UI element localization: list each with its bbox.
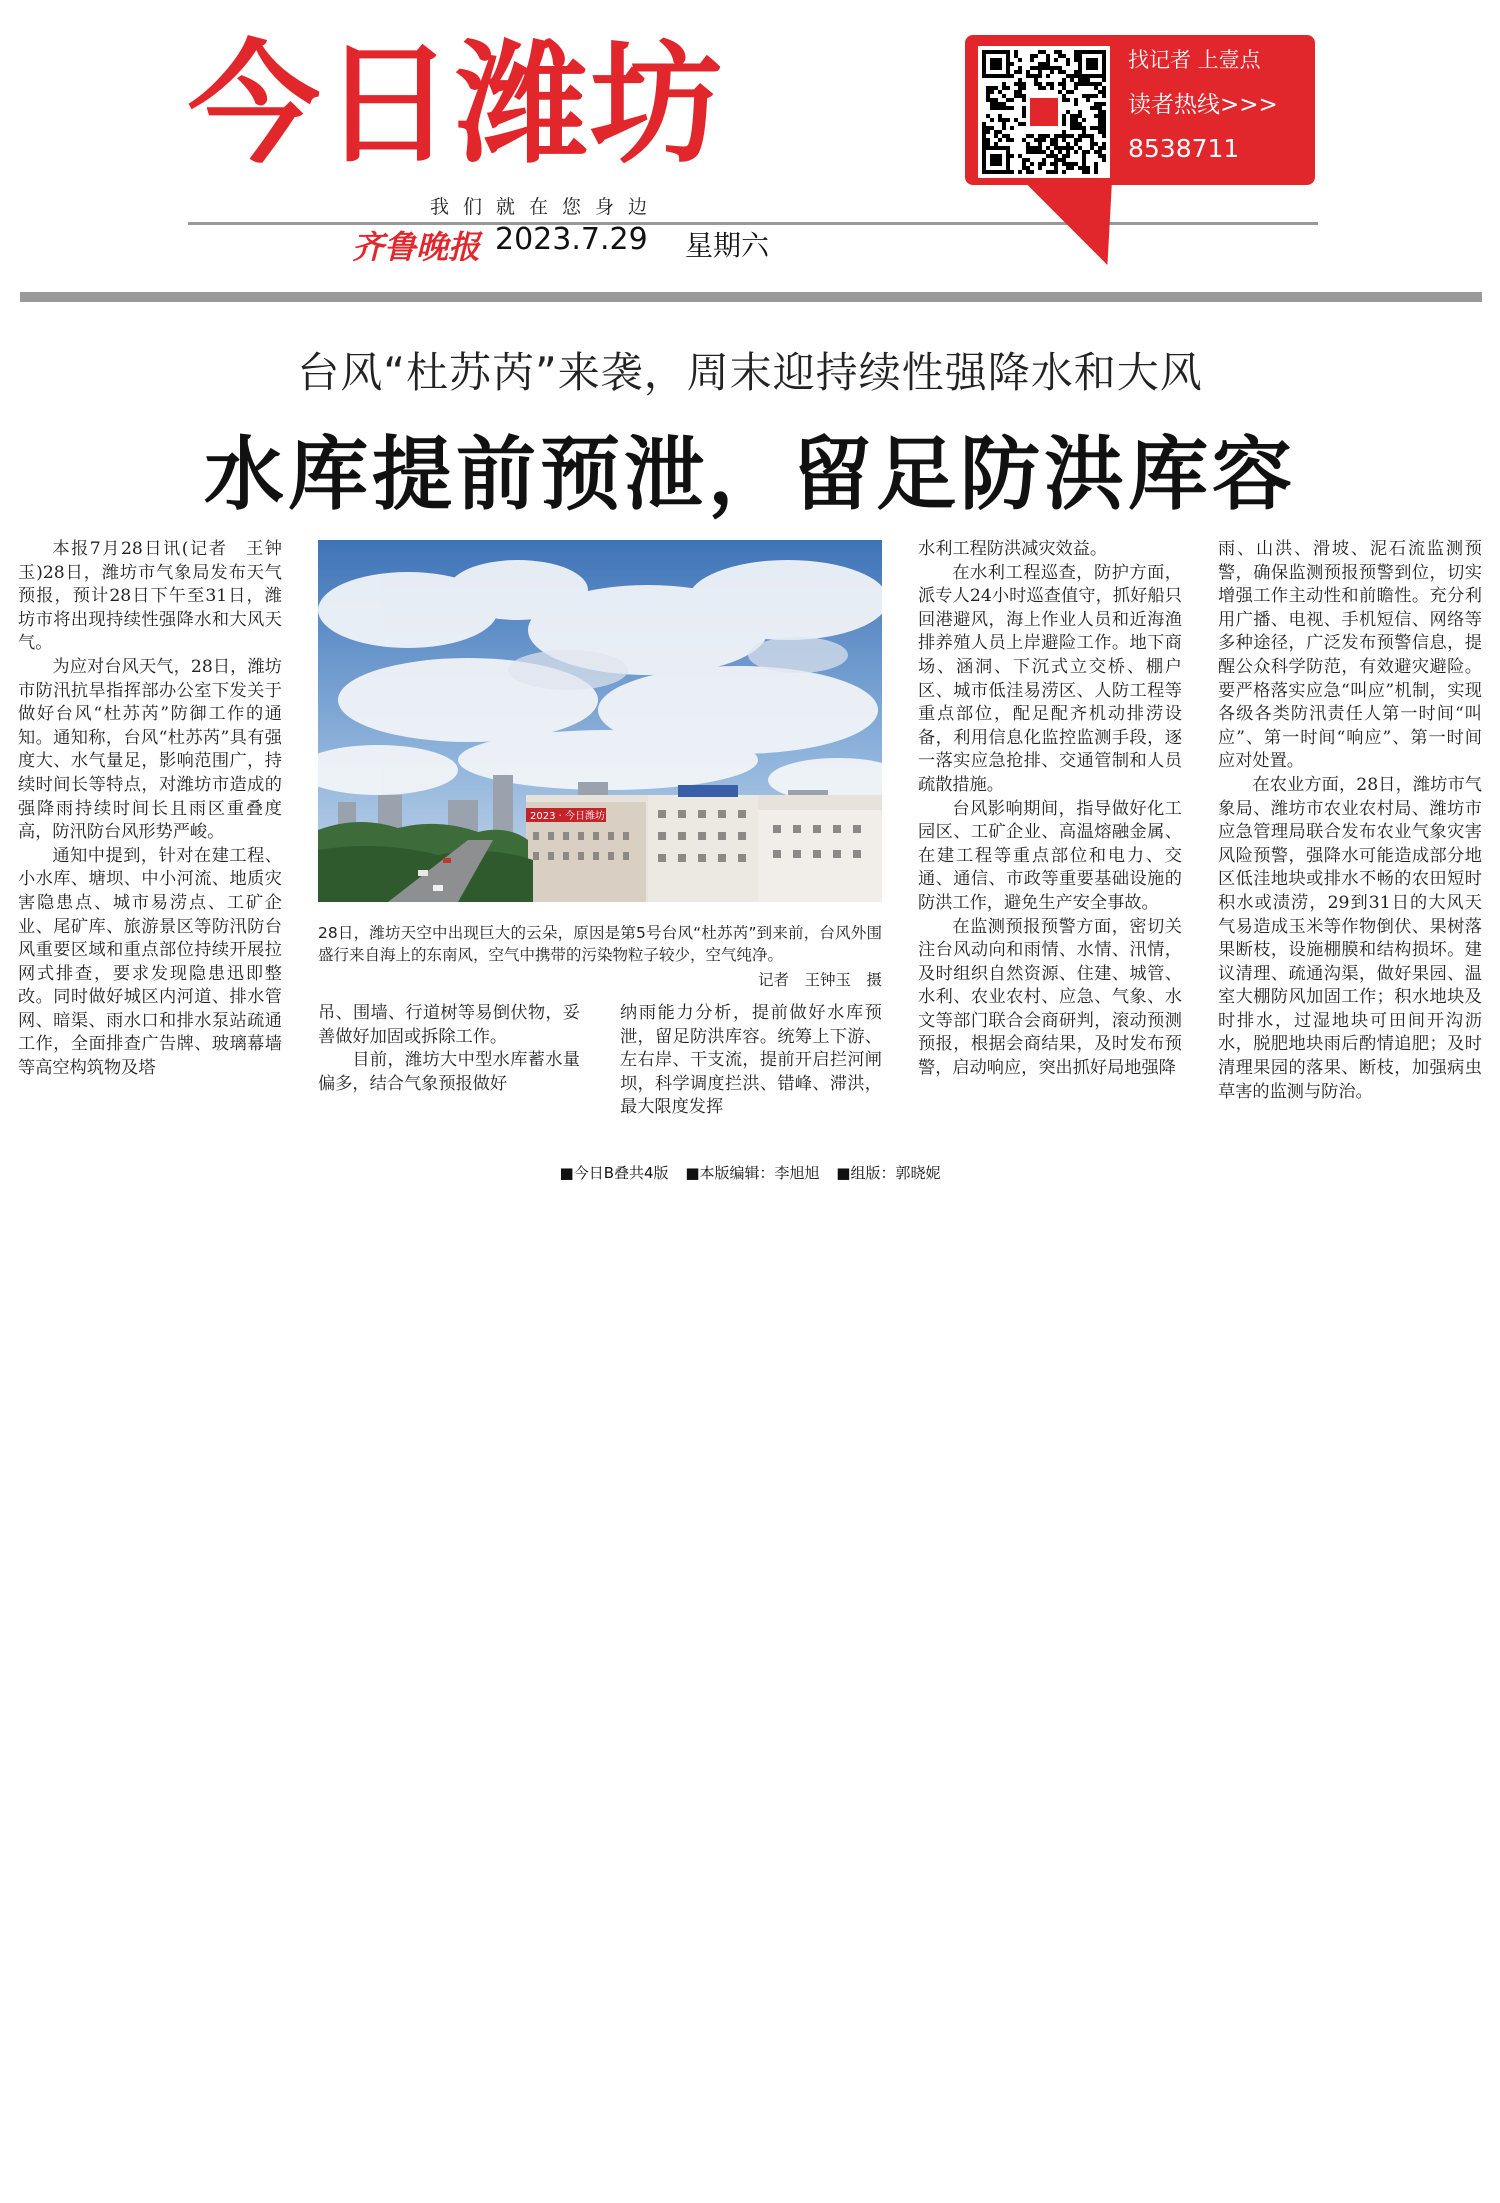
- headline: 水库提前预泄，留足防洪库容: [204, 427, 1296, 521]
- article-paragraph: 为应对台风天气，28日，潍坊市防汛抗旱指挥部办公室下发关于做好台风“杜苏芮”防御工作的通知。通知称，台风“杜苏芮”具有强度大、水气量足，影响范围广，持续时间长等特点，对潍坊市造成的强降雨持续时间长且雨区重叠度高，防汛防台风形势严峻。: [18, 656, 282, 843]
- footer-editor: ■本版编辑：李旭旭: [685, 1164, 820, 1182]
- article-paragraph: 本报7月28日讯(记者 王钟玉)28日，潍坊市气象局发布天气预报，预计28日下午至31日，潍坊市将出现持续性强降水和大风天气。: [18, 539, 282, 654]
- footer-edition: ■今日B叠共4版: [559, 1164, 669, 1182]
- page-footer: [0, 1162, 1500, 1183]
- article-paragraph: 目前，潍坊大中型水库蓄水量偏多，结合气象预报做好: [318, 1050, 580, 1094]
- article-column-3: [620, 1002, 882, 1128]
- photo-credit: 记者 王钟玉 摄: [757, 971, 882, 989]
- article-column-2: [318, 1002, 580, 1128]
- article-paragraph: 纳雨能力分析，提前做好水库预泄，留足防洪库容。统筹上下游、左右岸、干支流，提前开启拦河闸坝，科学调度拦洪、错峰、滞洪，最大限度发挥: [620, 1003, 882, 1118]
- issue-date: 2023.7.29: [495, 222, 648, 257]
- promo-hotline-number: 8538711: [1128, 134, 1240, 163]
- article-paragraph: 在监测预报预警方面，密切关注台风动向和雨情、水情、汛情，及时组织自然资源、住建、城管、水利、农业农村、应急、气象、水文等部门联合会商研判，滚动预测预报，根据会商结果，及时发布预警，启动响应，突出抓好局地强降: [918, 916, 1182, 1079]
- partner-logo: 齐鲁晚报: [352, 228, 481, 266]
- article-paragraph: 雨、山洪、滑坡、泥石流监测预警，确保监测预报预警到位，切实增强工作主动性和前瞻性。充分利用广播、电视、手机短信、网络等多种途径，广泛发布预警信息，提醒公众科学防范，有效避灾避险。要严格落实应急“叫应”机制，实现各级各类防汛责任人第一时间“叫应”、第一时间“响应”、第一时间应对处置。: [1218, 539, 1482, 772]
- page-rule: [20, 292, 1482, 302]
- article-column-5: [1218, 538, 1482, 1130]
- promo-find-reporter: 找记者 上壹点: [1128, 48, 1261, 72]
- article-paragraph: 通知中提到，针对在建工程、小水库、塘坝、中小河流、地质灾害隐患点、城市易涝点、工矿企业、尾矿库、旅游景区等防汛防台风重要区域和重点部位持续开展拉网式排查，要求发现隐患迅即整改。同时做好城区内河道、排水管网、暗渠、雨水口和排水泵站疏通工作，全面排查广告牌、玻璃幕墙等高空构筑物及塔: [18, 845, 282, 1079]
- article-paragraph: 水利工程防洪减灾效益。: [918, 539, 1108, 559]
- masthead-slogan: 我们就在您身边: [430, 196, 662, 218]
- article-paragraph: 在水利工程巡查，防护方面，派专人24小时巡查值守，抓好船只回港避风，海上作业人员和近海渔排养殖人员上岸避险工作。地下商场、涵洞、下沉式立交桥、棚户区、城市低洼易涝区、人防工程等重点部位，配足配齐机动排涝设备，利用信息化监控监测手段，逐一落实应急抢排、交通管制和人员疏散措施。: [918, 562, 1182, 795]
- photo-caption: 28日，潍坊天空中出现巨大的云朵，原因是第5号台风“杜苏芮”到来前，台风外围盛行来自海上的东南风，空气中携带的污染物粒子较少，空气纯净。: [318, 924, 882, 964]
- article-column-1: [18, 538, 282, 1130]
- article-column-4: [918, 538, 1182, 1130]
- issue-weekday: 星期六: [685, 229, 770, 262]
- building-sign: 2023 · 今日潍坊: [530, 811, 605, 822]
- subheadline: 台风“杜苏芮”来袭，周末迎持续性强降水和大风: [297, 348, 1203, 397]
- article-paragraph: 吊、围墙、行道树等易倒伏物，妥善做好加固或拆除工作。: [318, 1003, 580, 1047]
- footer-layout: ■组版：郭晓妮: [836, 1164, 941, 1182]
- article-paragraph: 台风影响期间，指导做好化工园区、工矿企业、高温熔融金属、在建工程等重点部位和电力、交通、通信、市政等重要基础设施的防洪工作，避免生产安全事故。: [918, 798, 1182, 913]
- news-photo: [318, 540, 882, 902]
- article-paragraph: 在农业方面，28日，潍坊市气象局、潍坊市农业农村局、潍坊市应急管理局联合发布农业气象灾害风险预警，强降水可能造成部分地区低洼地块或排水不畅的农田短时积水或渍涝，29到31日的大风天气易造成玉米等作物倒伏、果树落果断枝，设施棚膜和结构损坏。建议清理、疏通沟渠，做好果园、温室大棚防风加固工作；积水地块及时排水，过湿地块可田间开沟沥水，脱肥地块雨后酌情追肥；及时清理果园的落果、断枝，加强病虫草害的监测与防治。: [1218, 774, 1482, 1102]
- promo-hotline-label: 读者热线>>>: [1128, 92, 1278, 118]
- masthead-title: 今日潍坊: [188, 28, 724, 182]
- qr-code-icon[interactable]: [978, 46, 1110, 178]
